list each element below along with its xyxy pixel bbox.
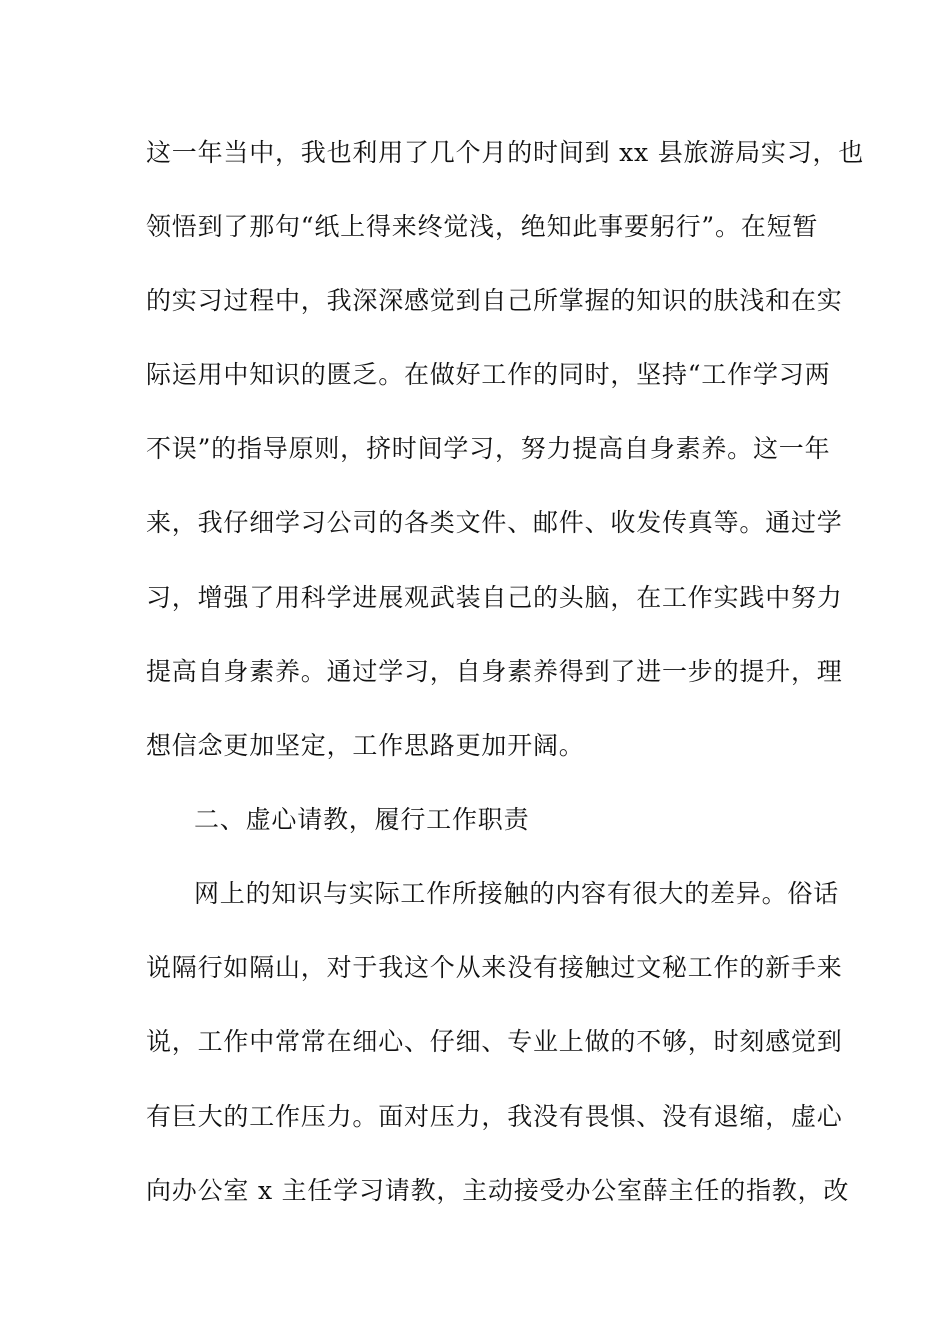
paragraph-line: 这一年当中，我也利用了几个月的时间到 xx 县旅游局实习，也 xyxy=(146,138,865,167)
paragraph-line: 领悟到了那句“纸上得来终觉浅，绝知此事要躬行”。在短暂 xyxy=(146,212,819,241)
paragraph-first-line: 网上的知识与实际工作所接触的内容有很大的差异。俗话 xyxy=(194,879,840,908)
paragraph-line: 习，增强了用科学进展观武装自己的头脑，在工作实践中努力 xyxy=(146,583,843,612)
paragraph-line: 说隔行如隔山，对于我这个从来没有接触过文秘工作的新手来 xyxy=(146,953,843,982)
paragraph-line: 不误”的指导原则，挤时间学习，努力提高自身素养。这一年 xyxy=(146,434,831,463)
paragraph-line-last: 想信念更加坚定，工作思路更加开阔。 xyxy=(146,731,585,760)
paragraph-line: 说，工作中常常在细心、仔细、专业上做的不够，时刻感觉到 xyxy=(146,1027,843,1056)
section-heading: 二、虚心请教，履行工作职责 xyxy=(194,805,530,834)
paragraph-line: 际运用中知识的匮乏。在做好工作的同时，坚持“工作学习两 xyxy=(146,360,831,389)
paragraph-line: 提高自身素养。通过学习，自身素养得到了进一步的提升，理 xyxy=(146,657,843,686)
paragraph-line: 来，我仔细学习公司的各类文件、邮件、收发传真等。通过学 xyxy=(146,508,843,537)
paragraph-line: 向办公室 x 主任学习请教，主动接受办公室薛主任的指教，改 xyxy=(146,1176,850,1205)
paragraph-line: 的实习过程中，我深深感觉到自己所掌握的知识的肤浅和在实 xyxy=(146,286,843,315)
paragraph-line: 有巨大的工作压力。面对压力，我没有畏惧、没有退缩，虚心 xyxy=(146,1102,843,1131)
